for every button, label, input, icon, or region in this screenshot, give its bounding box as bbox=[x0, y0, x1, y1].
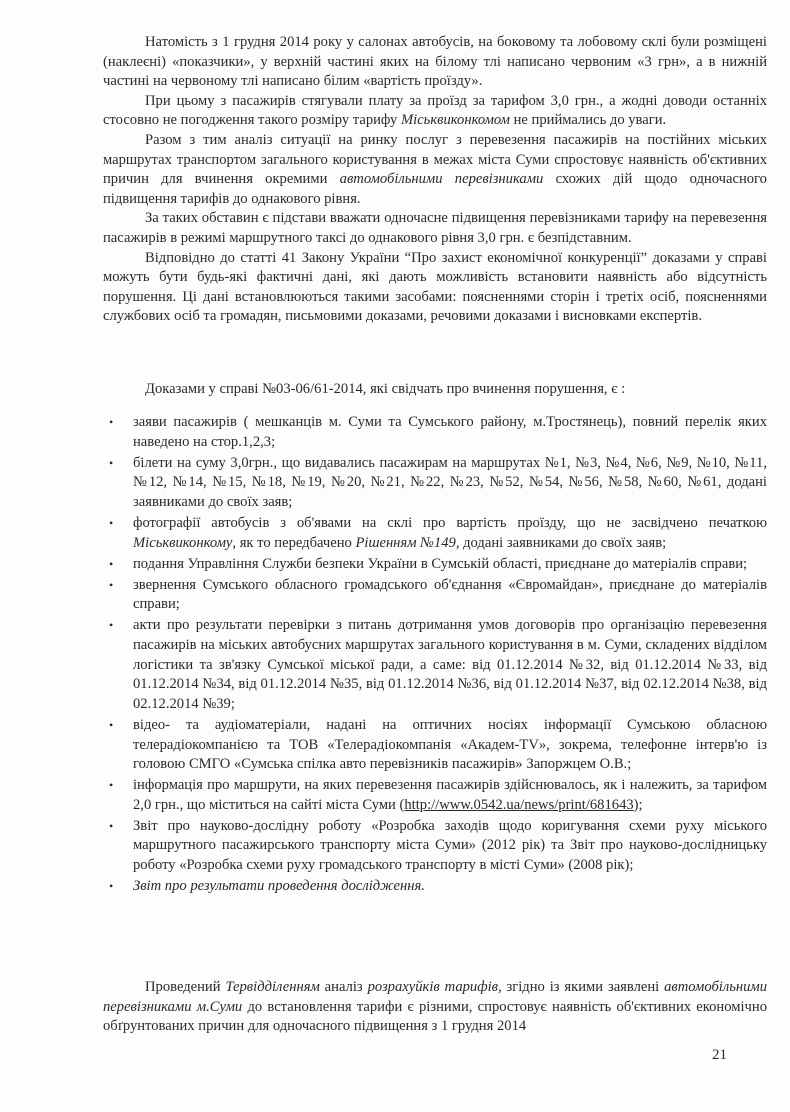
text-run: відео- та аудіоматеріали, надані на оптичних носіях інформації Сумською обласною телерадіокомпанією та ТОВ «Телерадіокомпанія «Академ-TV», зокрема, телефонне інтерв'ю із головою СМГО «Сумська спілка авто перевізників пасажирів» Запоржцем О.В.; bbox=[133, 716, 767, 773]
text-run: Звіт про науково-дослідну роботу «Розробка заходів щодо коригування схеми руху міського маршрутного пасажирського транспорту міста Суми» (2012 рік) та Звіт про науково-дослідницьку роботу «Розробка схеми руху громадського транспорту в місті Суми» (2008 рік); bbox=[133, 817, 767, 874]
text-run: додані заявниками до своїх заяв; bbox=[459, 534, 667, 551]
text-run: Відповідно до статті 41 Закону України “Про захист економічної конкуренції” доказами у справі можуть бути будь-які фактичні дані, які дають можливість встановити наявність або відсутність порушення. Ці дані встановлюються такими засобами: поясненнями сторін і третіх осіб, поясненнями службових осіб та громадян, письмовими доказами, речовими доказами і висновками експертів. bbox=[103, 249, 767, 325]
text-run: Натомість з 1 грудня 2014 року у салонах автобусів, на боковому та лобовому склі були розміщені (наклеєні) «показчики», у верхній частині яких на білому тлі написано червоним «3 грн», а в нижній частині на червоному тлі написано білим «вартість проїзду». bbox=[103, 34, 767, 90]
italic-run: розрахуйків тарифів, bbox=[367, 979, 502, 995]
italic-run: Міськвиконкомом bbox=[400, 112, 510, 129]
text-run: згідно із якими заявлені bbox=[501, 979, 665, 995]
bullet-icon: • bbox=[109, 415, 114, 429]
bullet-icon: • bbox=[109, 818, 114, 833]
paragraph-signs-in-buses bbox=[103, 33, 767, 92]
evidence-item-research-reports bbox=[103, 817, 767, 876]
bullet-icon: • bbox=[109, 515, 114, 530]
text-run: ); bbox=[633, 796, 643, 813]
evidence-item-video-audio bbox=[103, 716, 767, 775]
paragraph-law-article-41 bbox=[103, 249, 767, 327]
italic-run: автомобільними перевізниками bbox=[339, 171, 544, 188]
evidence-lead: Доказами у справі №03-06/61-2014, які свідчать про вчинення порушення, є : bbox=[145, 381, 626, 397]
evidence-list bbox=[103, 413, 767, 898]
evidence-item-photos bbox=[103, 514, 767, 553]
evidence-item-tickets bbox=[103, 454, 767, 513]
text-run: Проведений bbox=[145, 979, 226, 995]
paragraph-tariff-analysis bbox=[103, 978, 767, 1037]
text-run: фотографії автобусів з об'явами на склі про вартість проїзду, що не засвідчено печаткою bbox=[133, 514, 767, 531]
bullet-icon: • bbox=[109, 879, 114, 894]
text-run: заяви пасажирів ( мешканців м. Суми та Сумського району, м.Тростянець), повний перелік яких наведено на стор.1,2,3; bbox=[133, 414, 767, 450]
text-run: акти про результати перевірки з питань дотримання умов договорів про організацію перевезення пасажирів на міських автобусних маршрутах загального користування в м. Суми, складених відділом логістики та зв'язку Сумської міської ради, а саме: від 01.12.2014 №32, від 01.12.2014 №33, від 01.12.2014 №34, від 01.12.2014 №35, від 01.12.2014 №36, від 01.12.2014 №37, від 02.12.2014 №38, від 02.12.2014 №39; bbox=[133, 617, 767, 712]
text-run: до встановлення тарифи є різними, спростовує наявність об'єктивних економічно обґрунтованих причин для одночасного підвищення з 1 грудня 2014 bbox=[103, 998, 767, 1035]
text-run: подання Управління Служби безпеки України в Сумській області, приєднане до матеріалів справи; bbox=[133, 555, 748, 572]
bullet-icon: • bbox=[109, 778, 114, 793]
evidence-item-inspection-acts bbox=[103, 616, 767, 714]
evidence-item-study-report bbox=[103, 877, 767, 897]
evidence-item-passenger-statements bbox=[103, 413, 767, 452]
text-run: білети на суму 3,0грн., що видавались пасажирам на маршрутах №1, №3, №4, №6, №9, №10, №11, №12, №14, №15, №18, №19, №20, №21, №22, №23, №52, №54, №56, №58, №60, №61, додані заявниками до своїх заяв; bbox=[133, 454, 767, 510]
page-number: 21 bbox=[712, 1047, 727, 1063]
italic-run: Рішенням №149, bbox=[355, 534, 460, 551]
text-run: аналіз bbox=[319, 979, 368, 995]
text-run: схожих дій щодо одночасного підвищення тарифів до однакового рівня. bbox=[103, 171, 767, 207]
evidence-item-route-info bbox=[103, 776, 767, 815]
evidence-item-sbu-submission bbox=[103, 555, 767, 575]
bullet-icon: • bbox=[109, 455, 114, 470]
source-link[interactable]: http://www.0542.ua/news/print/681643 bbox=[404, 796, 634, 813]
bullet-icon: • bbox=[109, 577, 114, 592]
italic-run: автомобільними перевізниками м.Суми bbox=[103, 979, 767, 1015]
text-run: інформація про маршрути, на яких перевезення пасажирів здійснювалось, як і належить, за тарифом 2,0 грн., що міститься на сайті міста Суми ( bbox=[133, 777, 767, 813]
paragraph-market-analysis bbox=[103, 131, 767, 209]
text-run: При цьому з пасажирів стягували плату за проїзд за тарифом 3,0 грн., а жодні доводи останніх стосовно не погодження такого розміру тарифу bbox=[103, 92, 767, 129]
bullet-icon: • bbox=[109, 556, 114, 571]
text-run: , як то передбачено bbox=[232, 534, 356, 551]
text-run: не приймались до уваги. bbox=[509, 112, 667, 129]
text-run: звернення Сумського обласного громадського об'єднання «Євромайдан», приєднане до матеріалів справи; bbox=[133, 576, 767, 613]
bullet-icon: • bbox=[109, 618, 114, 633]
top-paragraphs bbox=[103, 33, 767, 327]
italic-run: Міськвиконкому bbox=[133, 534, 233, 551]
text-run: Разом з тим аналіз ситуації на ринку послуг з перевезення пасажирів на постійних міських маршрутах транспортом загального користування в межах міста Суми спростовує наявність об'єктивних причин для вчинення окремими bbox=[103, 131, 767, 188]
paragraph-unjustified-increase bbox=[103, 209, 767, 248]
italic-run: Звіт про результати проведення дослідження. bbox=[133, 878, 425, 895]
paragraph-fare-collection bbox=[103, 92, 767, 131]
italic-run: Тервідділенням bbox=[225, 979, 320, 995]
evidence-item-euromaidan-appeal bbox=[103, 576, 767, 615]
bullet-icon: • bbox=[109, 717, 114, 732]
text-run: За таких обставин є підстави вважати одночасне підвищення перевізниками тарифу на перевезення пасажирів в режимі маршрутного таксі до однакового рівня 3,0 грн. є безпідставним. bbox=[103, 210, 767, 246]
